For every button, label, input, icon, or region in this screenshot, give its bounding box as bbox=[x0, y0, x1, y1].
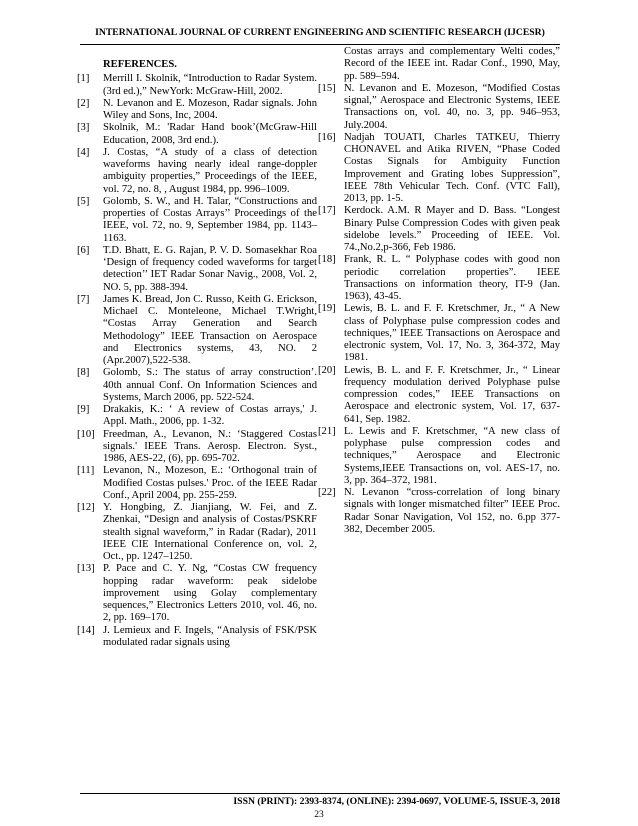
reference-text: Nadjah TOUATI, Charles TATKEU, Thierry CHONAVEL and Atika RIVEN, “Phase Coded Costas Signals for Ambiguity Function Improvement and Grating lobes Suppression”, IEEE 78th Vehicular Tech. Conf. (VTC Fall), 2013, pp. 1-5. bbox=[344, 131, 560, 204]
reference-item bbox=[318, 205, 560, 254]
reference-item bbox=[77, 429, 317, 466]
reference-text: N. Levanon and E. Mozeson, Radar signals. John Wiley and Sons, Inc, 2004. bbox=[103, 97, 317, 121]
reference-item bbox=[77, 122, 317, 147]
reference-item bbox=[318, 365, 560, 426]
reference-number: [3] bbox=[77, 122, 90, 134]
reference-number: [1] bbox=[77, 73, 90, 85]
reference-text: Drakakis, K.: ‘ A review of Costas arrays,' J. Appl. Math., 2006, pp. 1-32. bbox=[103, 404, 317, 428]
reference-number: [6] bbox=[77, 244, 90, 256]
reference-item bbox=[77, 294, 317, 368]
reference-item bbox=[318, 132, 560, 206]
references-left-column bbox=[77, 46, 317, 649]
reference-number: [15] bbox=[318, 82, 336, 94]
left-reference-list bbox=[77, 73, 317, 649]
reference-number: [19] bbox=[318, 303, 336, 315]
reference-text: Y. Hongbing, Z. Jianjiang, W. Fei, and Z. Zhenkai, “Design and analysis of Costas/PSKRF stealth signal waveform,” in Radar (Radar), 2011 IEEE CIE International Conference on, vol. 2, Oct., pp. 1247–1250. bbox=[103, 502, 317, 562]
reference-text: N. Levanon “cross-correlation of long binary signals with longer mismatched filter” IEEE Proc. Radar Sonar Navigation, Vol 152, no. 6.pp 377-382, December 2005. bbox=[344, 487, 560, 535]
reference-number: [21] bbox=[318, 425, 336, 437]
references-heading: REFERENCES. bbox=[103, 59, 177, 70]
reference-text: N. Levanon and E. Mozeson, “Modified Costas signal,” Aerospace and Electronic Systems, IEEE Transactions on, vol. 40, no. 3, pp. 946–953, July.2004. bbox=[344, 82, 560, 131]
reference-item bbox=[77, 245, 317, 294]
reference-item bbox=[77, 502, 317, 563]
reference-text: P. Pace and C. Y. Ng, “Costas CW frequency hopping radar waveform: peak sidelobe improvement using Golay complementary sequences,” Electronics Letters 2010, vol. 46, no. 2, pp. 169–170. bbox=[103, 563, 317, 624]
reference-item bbox=[77, 98, 317, 123]
reference-item bbox=[318, 254, 560, 303]
reference-number: [2] bbox=[77, 97, 90, 109]
reference-number: [10] bbox=[77, 428, 95, 440]
reference-item bbox=[318, 83, 560, 132]
reference-item bbox=[77, 73, 317, 98]
reference-text: J. Costas, “A study of a class of detection waveforms having nearly ideal range-doppler ambiguity properties,” Proceedings of the IEEE, vol. 72, no. 8, , August 1984, pp. 996–1009. bbox=[103, 146, 317, 195]
reference-item bbox=[77, 563, 317, 624]
reference-number: [13] bbox=[77, 563, 95, 575]
references-right-column bbox=[318, 46, 560, 536]
reference-text: Golomb, S.: The status of array construction’. 40th annual Conf. On Information Sciences and Systems, March 2006, pp. 522-524. bbox=[103, 367, 317, 403]
reference-item bbox=[77, 625, 317, 650]
reference-text: Lewis, B. L. and F. F. Kretschmer, Jr., “ A New class of Polyphase pulse compression codes and techniques,” IEEE Transactions on Aerospace and electronic system, Vol. 17, No. 3, 364-372, May 1981. bbox=[344, 303, 560, 364]
reference-number: [12] bbox=[77, 502, 95, 513]
right-reference-list bbox=[318, 83, 560, 536]
reference-number: [8] bbox=[77, 367, 90, 379]
reference-item bbox=[77, 465, 317, 502]
reference-text: James K. Bread, Jon C. Russo, Keith G. Erickson, Michael C. Monteleone, Michael T.Wright, “Costas Array Generation and Search Methodology” IEEE Transaction on Aerospace and Electronics systems, 43, NO. 2 (Apr.2007),522-538. bbox=[103, 293, 317, 366]
reference-item bbox=[77, 367, 317, 404]
reference-number: [7] bbox=[77, 293, 90, 305]
reference-text: Frank, R. L. “ Polyphase codes with good non periodic correlation properties”. IEEE Transactions on information theory, IT-9 (Jan. 1963), 43-45. bbox=[344, 254, 560, 302]
reference-number: [11] bbox=[77, 465, 95, 477]
reference-item bbox=[318, 487, 560, 536]
reference-item bbox=[77, 147, 317, 196]
reference-item bbox=[77, 404, 317, 429]
journal-header: INTERNATIONAL JOURNAL OF CURRENT ENGINEERING AND SCIENTIFIC RESEARCH (IJCESR) bbox=[95, 27, 545, 38]
reference-item bbox=[318, 426, 560, 487]
header-divider bbox=[80, 44, 560, 45]
reference-text: Skolnik, M.: 'Radar Hand book’(McGraw-Hill Education, 2008, 3rd end.). bbox=[103, 122, 317, 146]
reference-number: [16] bbox=[318, 131, 336, 143]
reference-text: J. Lemieux and F. Ingels, “Analysis of FSK/PSK modulated radar signals using bbox=[103, 624, 317, 648]
reference-number: [20] bbox=[318, 364, 336, 376]
reference-text: Freedman, A., Levanon, N.: ‘Staggered Costas signals.' IEEE Trans. Aerosp. Electron. Syst., 1986, AES-22, (6), pp. 695-702. bbox=[103, 428, 317, 464]
reference-number: [5] bbox=[77, 195, 90, 207]
footer-divider bbox=[80, 793, 560, 794]
reference-number: [18] bbox=[318, 254, 336, 266]
reference-text: Levanon, N., Mozeson, E.: ‘Orthogonal train of Modified Costas pulses.' Proc. of the IEEE Radar Conf., April 2004, pp. 255-259. bbox=[103, 465, 317, 501]
reference-text: Kerdock. A.M. R Mayer and D. Bass. “Longest Binary Pulse Compression Codes with given peak sidelobe levels.” Proceeding of IEEE. Vol. 74.,No.2,p-366, Feb 1986. bbox=[344, 205, 560, 253]
reference-item bbox=[77, 196, 317, 245]
reference-text: T.D. Bhatt, E. G. Rajan, P. V. D. Somasekhar Roa ‘Design of frequency coded waveforms for target detection’’ IET Radar Sonar Navig., 2008, Vol. 2, NO. 5, pp. 388-394. bbox=[103, 244, 317, 293]
reference-item bbox=[318, 303, 560, 364]
reference-text: L. Lewis and F. Kretschmer, “A new class of polyphase pulse compression codes and techniques,” Aerospace and Electronic Systems,IEEE Transactions on, vol. AES-17, no. 3, pp. 364–372, 1981. bbox=[344, 425, 560, 486]
reference-number: [9] bbox=[77, 404, 90, 415]
reference-number: [14] bbox=[77, 624, 95, 636]
reference-text: Golomb, S. W., and H. Talar, “Constructions and properties of Costas Arrays’’ Proceedings of the IEEE, vol. 72, no. 9, September 1984, pp. 1143–1163. bbox=[103, 195, 317, 244]
reference-14-continuation: Costas arrays and complementary Welti codes,” Record of the IEEE int. Radar Conf., 1990, May, pp. 589–594. bbox=[344, 46, 560, 82]
reference-text: Merrill I. Skolnik, “Introduction to Radar System.(3rd ed.),” NewYork: McGraw-Hill, 2002. bbox=[103, 73, 317, 97]
page-number: 23 bbox=[314, 810, 324, 820]
reference-number: [4] bbox=[77, 146, 90, 158]
reference-text: Lewis, B. L. and F. F. Kretschmer, Jr., “ Linear frequency modulation derived Polyphase pulse compression codes,” IEEE Transactions on Aerospace and electronic system, Vol. 17, 637-641, Sep. 1982. bbox=[344, 364, 560, 425]
reference-number: [22] bbox=[318, 487, 336, 498]
reference-number: [17] bbox=[318, 205, 336, 217]
issn-footer: ISSN (PRINT): 2393-8374, (ONLINE): 2394-0697, VOLUME-5, ISSUE-3, 2018 bbox=[233, 796, 560, 807]
